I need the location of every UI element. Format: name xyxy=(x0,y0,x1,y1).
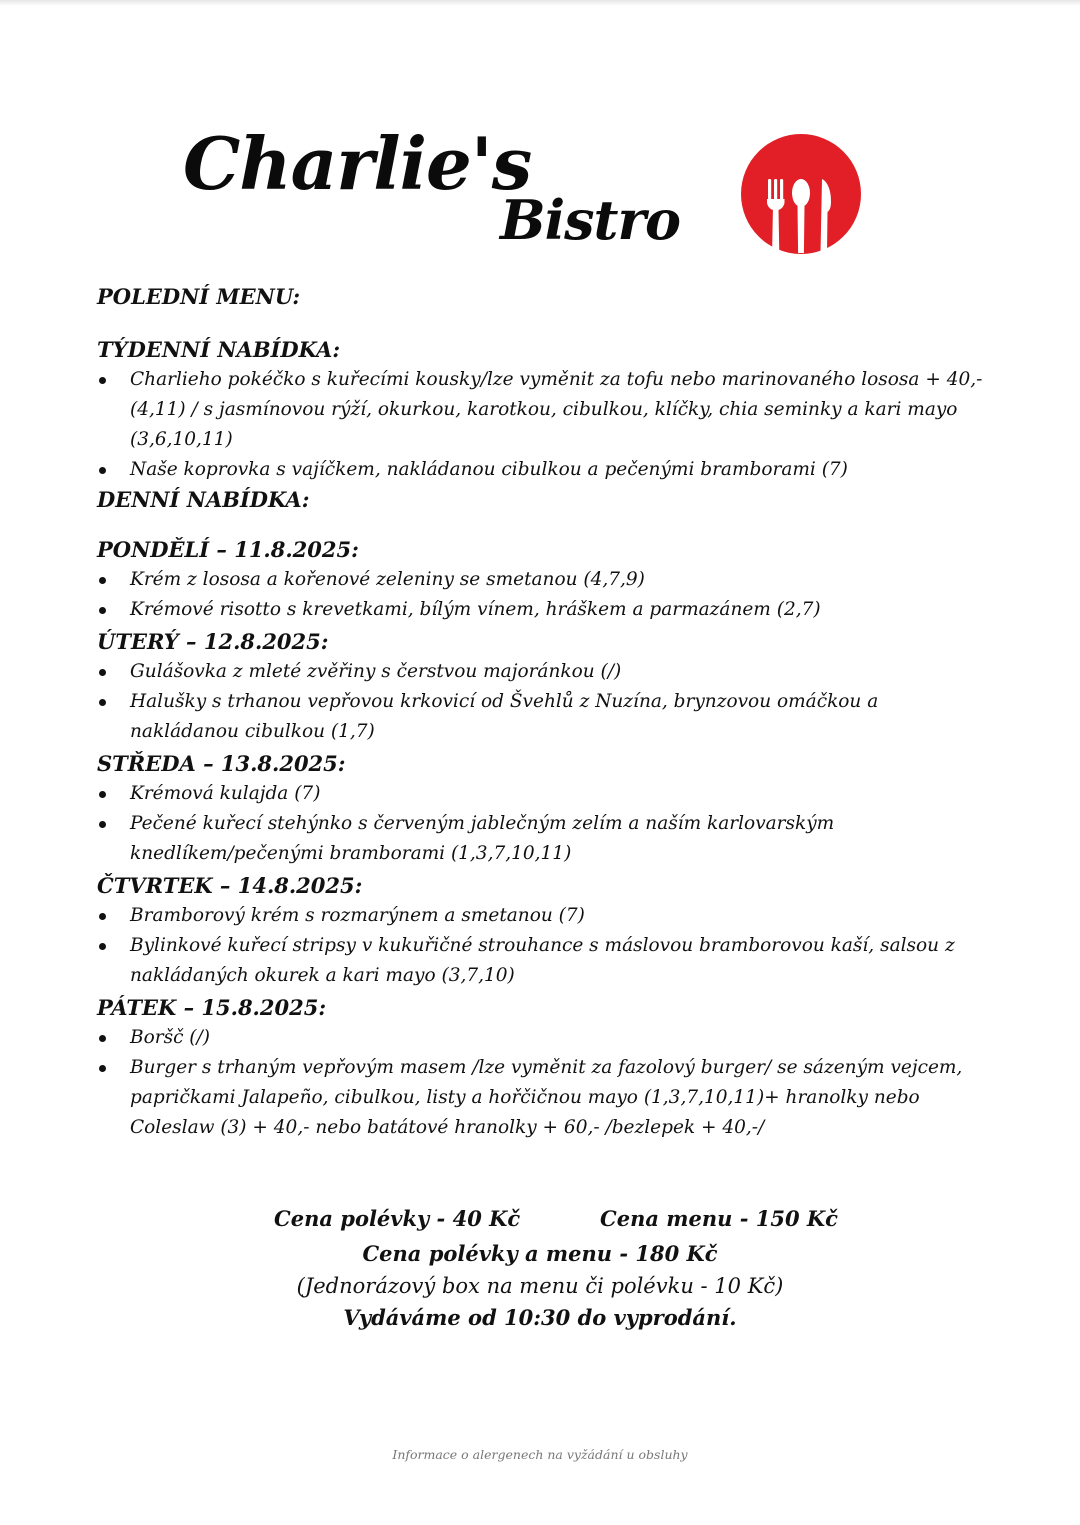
list-item: Naše koprovka s vajíčkem, nakládanou cibulkou a pečenými bramborami (7) xyxy=(97,455,997,485)
price-soup-and-menu: Cena polévky a menu - 180 Kč xyxy=(362,1241,718,1266)
list-item: Krémové risotto s krevetkami, bílým vínem, hráškem a parmazánem (2,7) xyxy=(97,595,997,625)
list-item: Bramborový krém s rozmarýnem a smetanou (7) xyxy=(97,901,997,931)
list-item: Halušky s trhanou vepřovou krkovicí od Švehlů z Nuzína, brynzovou omáčkou a nakládanou cibulkou (1,7) xyxy=(97,687,997,747)
day-list-wednesday xyxy=(97,779,997,869)
weekly-offer-list xyxy=(97,365,997,485)
day-list-friday xyxy=(97,1023,997,1143)
day-heading-monday: PONDĚLÍ – 11.8.2025: xyxy=(97,537,359,562)
menu-title: POLEDNÍ MENU: xyxy=(97,284,301,309)
price-box-note: (Jednorázový box na menu či polévku - 10 Kč) xyxy=(296,1274,784,1298)
day-heading-wednesday: STŘEDA – 13.8.2025: xyxy=(97,751,346,776)
day-list-thursday xyxy=(97,901,997,991)
daily-offer-heading: DENNÍ NABÍDKA: xyxy=(97,487,310,512)
list-item: Boršč (/) xyxy=(97,1023,997,1053)
price-soup: Cena polévky - 40 Kč xyxy=(274,1206,521,1231)
serving-hours: Vydáváme od 10:30 do vyprodání. xyxy=(343,1305,737,1330)
price-menu: Cena menu - 150 Kč xyxy=(600,1206,838,1231)
list-item: Pečené kuřecí stehýnko s červeným jablečným zelím a naším karlovarským knedlíkem/pečenými bramborami (1,3,7,10,11) xyxy=(97,809,997,869)
day-heading-thursday: ČTVRTEK – 14.8.2025: xyxy=(97,873,363,898)
list-item: Burger s trhaným vepřovým masem /lze vyměnit za fazolový burger/ se sázeným vejcem, papričkami Jalapeño, cibulkou, listy a hořčičnou mayo (1,3,7,10,11)+ hranolky nebo Coleslaw (3) + 40,- nebo batátové hranolky + 60,- /bezlepek + 40,-/ xyxy=(97,1053,997,1143)
day-heading-friday: PÁTEK – 15.8.2025: xyxy=(97,995,327,1020)
list-item: Bylinkové kuřecí stripsy v kukuřičné strouhance s máslovou bramborovou kaší, salsou z nakládaných okurek a kari mayo (3,7,10) xyxy=(97,931,997,991)
allergen-note: Informace o alergenech na vyžádání u obsluhy xyxy=(392,1447,688,1462)
day-list-tuesday xyxy=(97,657,997,747)
price-row xyxy=(0,1206,1080,1238)
logo-charlies-text: Charlie's xyxy=(183,121,532,206)
list-item: Krém z lososa a kořenové zeleniny se smetanou (4,7,9) xyxy=(97,565,997,595)
logo-bistro-text: Bistro xyxy=(500,188,680,252)
day-heading-tuesday: ÚTERÝ – 12.8.2025: xyxy=(97,629,329,654)
page-top-shadow xyxy=(0,0,1080,6)
day-list-monday xyxy=(97,565,997,625)
list-item: Krémová kulajda (7) xyxy=(97,779,997,809)
weekly-offer-heading: TÝDENNÍ NABÍDKA: xyxy=(97,337,341,362)
list-item: Gulášovka z mleté zvěřiny s čerstvou majoránkou (/) xyxy=(97,657,997,687)
pricing-block xyxy=(0,1206,1080,1334)
fork-spoon-knife-plate-icon xyxy=(740,133,862,255)
list-item: Charlieho pokéčko s kuřecími kousky/lze vyměnit za tofu nebo marinovaného lososa + 40,- (4,11) / s jasmínovou rýží, okurkou, karotkou, cibulkou, klíčky, chia seminky a kari mayo (3,6,10,11) xyxy=(97,365,997,455)
menu-content xyxy=(97,282,997,1143)
